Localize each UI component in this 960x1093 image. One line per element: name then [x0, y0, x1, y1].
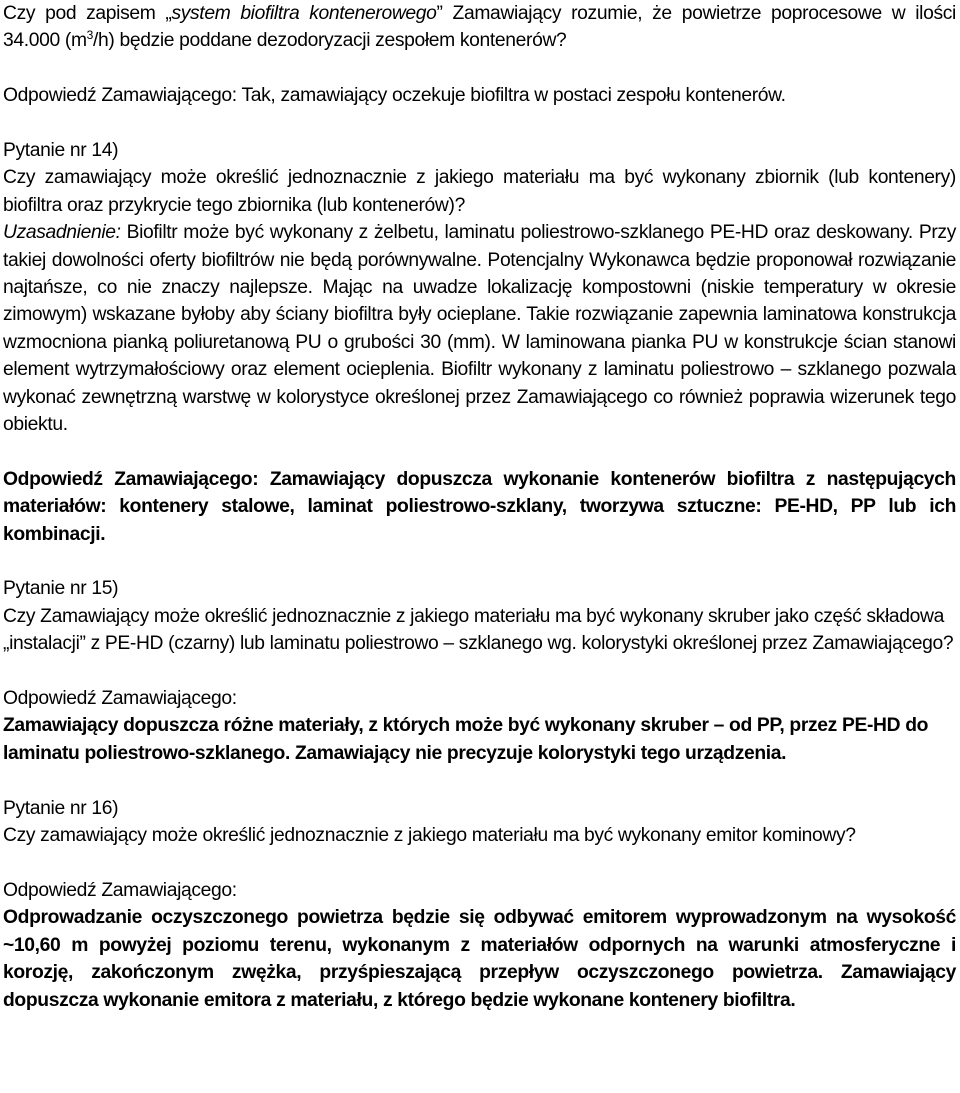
question-13-text-part-1: Czy pod zapisem „: [3, 3, 172, 24]
question-13-italic-term: system biofiltra kontenerowego: [171, 3, 437, 24]
spacer: [3, 548, 956, 575]
question-16-text: Czy zamawiający może określić jednoznacznie z jakiego materiału ma być wykonany emitor kominowy?: [3, 825, 856, 847]
question-14-text: Czy zamawiający może określić jednoznacznie z jakiego materiału ma być wykonany zbiornik (lub kontenery) biofiltra oraz przykrycie tego zbiornika (lub kontenerów)?: [3, 167, 956, 216]
question-16-heading: Pytanie nr 16): [3, 797, 119, 819]
answer-15-label: Odpowiedź Zamawiającego:: [3, 688, 237, 710]
answer-16-text: Odprowadzanie oczyszczonego powietrza będzie się odbywać emitorem wyprowadzonym na wysokość ~10,60 m powyżej poziomu terenu, wykonanym z materiałów odpornych na warunki atmosferyczne i korozję, zakończonym zwężka, przyśpieszającą przepływ oczyszczonego powietrza. Zamawiający dopuszcza wykonanie emitora z materiału, z którego będzie wykonane kontenery biofiltra.: [3, 907, 956, 1011]
spacer: [3, 658, 956, 685]
spacer: [3, 110, 956, 137]
answer-15-text: Zamawiający dopuszcza różne materiały, z których może być wykonany skruber – od PP, przez PE-HD do laminatu poliestrowo-szklanego. Zamawiający nie precyzuje kolorystyki tego urządzenia.: [3, 715, 929, 764]
answer-14: Odpowiedź Zamawiającego: Zamawiający dopuszcza wykonanie kontenerów biofiltra z następujących materiałów: kontenery stalowe, laminat poliestrowo-szklany, tworzywa sztuczne: PE-HD, PP lub ich kombinacji.: [3, 468, 956, 545]
spacer: [3, 55, 956, 82]
justification-label: Uzasadnienie:: [3, 222, 121, 244]
spacer: [3, 850, 956, 877]
question-15-text: Czy Zamawiający może określić jednoznacznie z jakiego materiału ma być wykonany skruber jako część składowa „instalacji” z PE-HD (czarny) lub laminatu poliestrowo – szklanego wg. kolorystyki określonej przez Zamawiającego?: [3, 605, 954, 655]
spacer: [3, 438, 956, 465]
question-13-tail: [3, 0, 956, 55]
question-14-heading: Pytanie nr 14): [3, 140, 119, 161]
question-13-text-part-2: ” Zamawiający rozumie, że powietrze poprocesowe w ilości 34.000 (m: [3, 3, 956, 52]
document-page: [3, 0, 956, 1014]
question-14-justification: [3, 219, 956, 438]
justification-text: Biofiltr może być wykonany z żelbetu, laminatu poliestrowo-szklanego PE-HD oraz deskowany. Przy takiej dowolności oferty biofiltrów nie będą porównywalne. Potencjalny Wykonawca będzie proponował rozwiązanie najtańsze, co nie znaczy najlepsze. Mając na uwadze lokalizację kompostowni (niskie temperatury w okresie zimowym) wskazane byłoby aby ściany biofiltra były ocieplane. Takie rozwiązanie zapewnia laminatowa konstrukcja wzmocniona pianką poliuretanową PU o grubości 30 (mm). W laminowana pianka PU w konstrukcje ścian stanowi element wytrzymałościowy oraz element ocieplenia. Biofiltr wykonany z laminatu poliestrowo – szklanego pozwala wykonać zewnętrzną warstwę w kolorystyce określonej przez Zamawiającego co również poprawia wizerunek tego obiektu.: [3, 222, 956, 436]
question-15-heading: Pytanie nr 15): [3, 578, 119, 600]
answer-16-label: Odpowiedź Zamawiającego:: [3, 879, 237, 901]
answer-13-text: Odpowiedź Zamawiającego: Tak, zamawiający oczekuje biofiltra w postaci zespołu kontenerów.: [3, 85, 786, 107]
spacer: [3, 767, 956, 794]
answer-13: [3, 82, 956, 109]
question-13-text-part-3: /h) będzie poddane dezodoryzacji zespołem kontenerów?: [93, 30, 567, 52]
superscript-3: 3: [86, 28, 93, 43]
